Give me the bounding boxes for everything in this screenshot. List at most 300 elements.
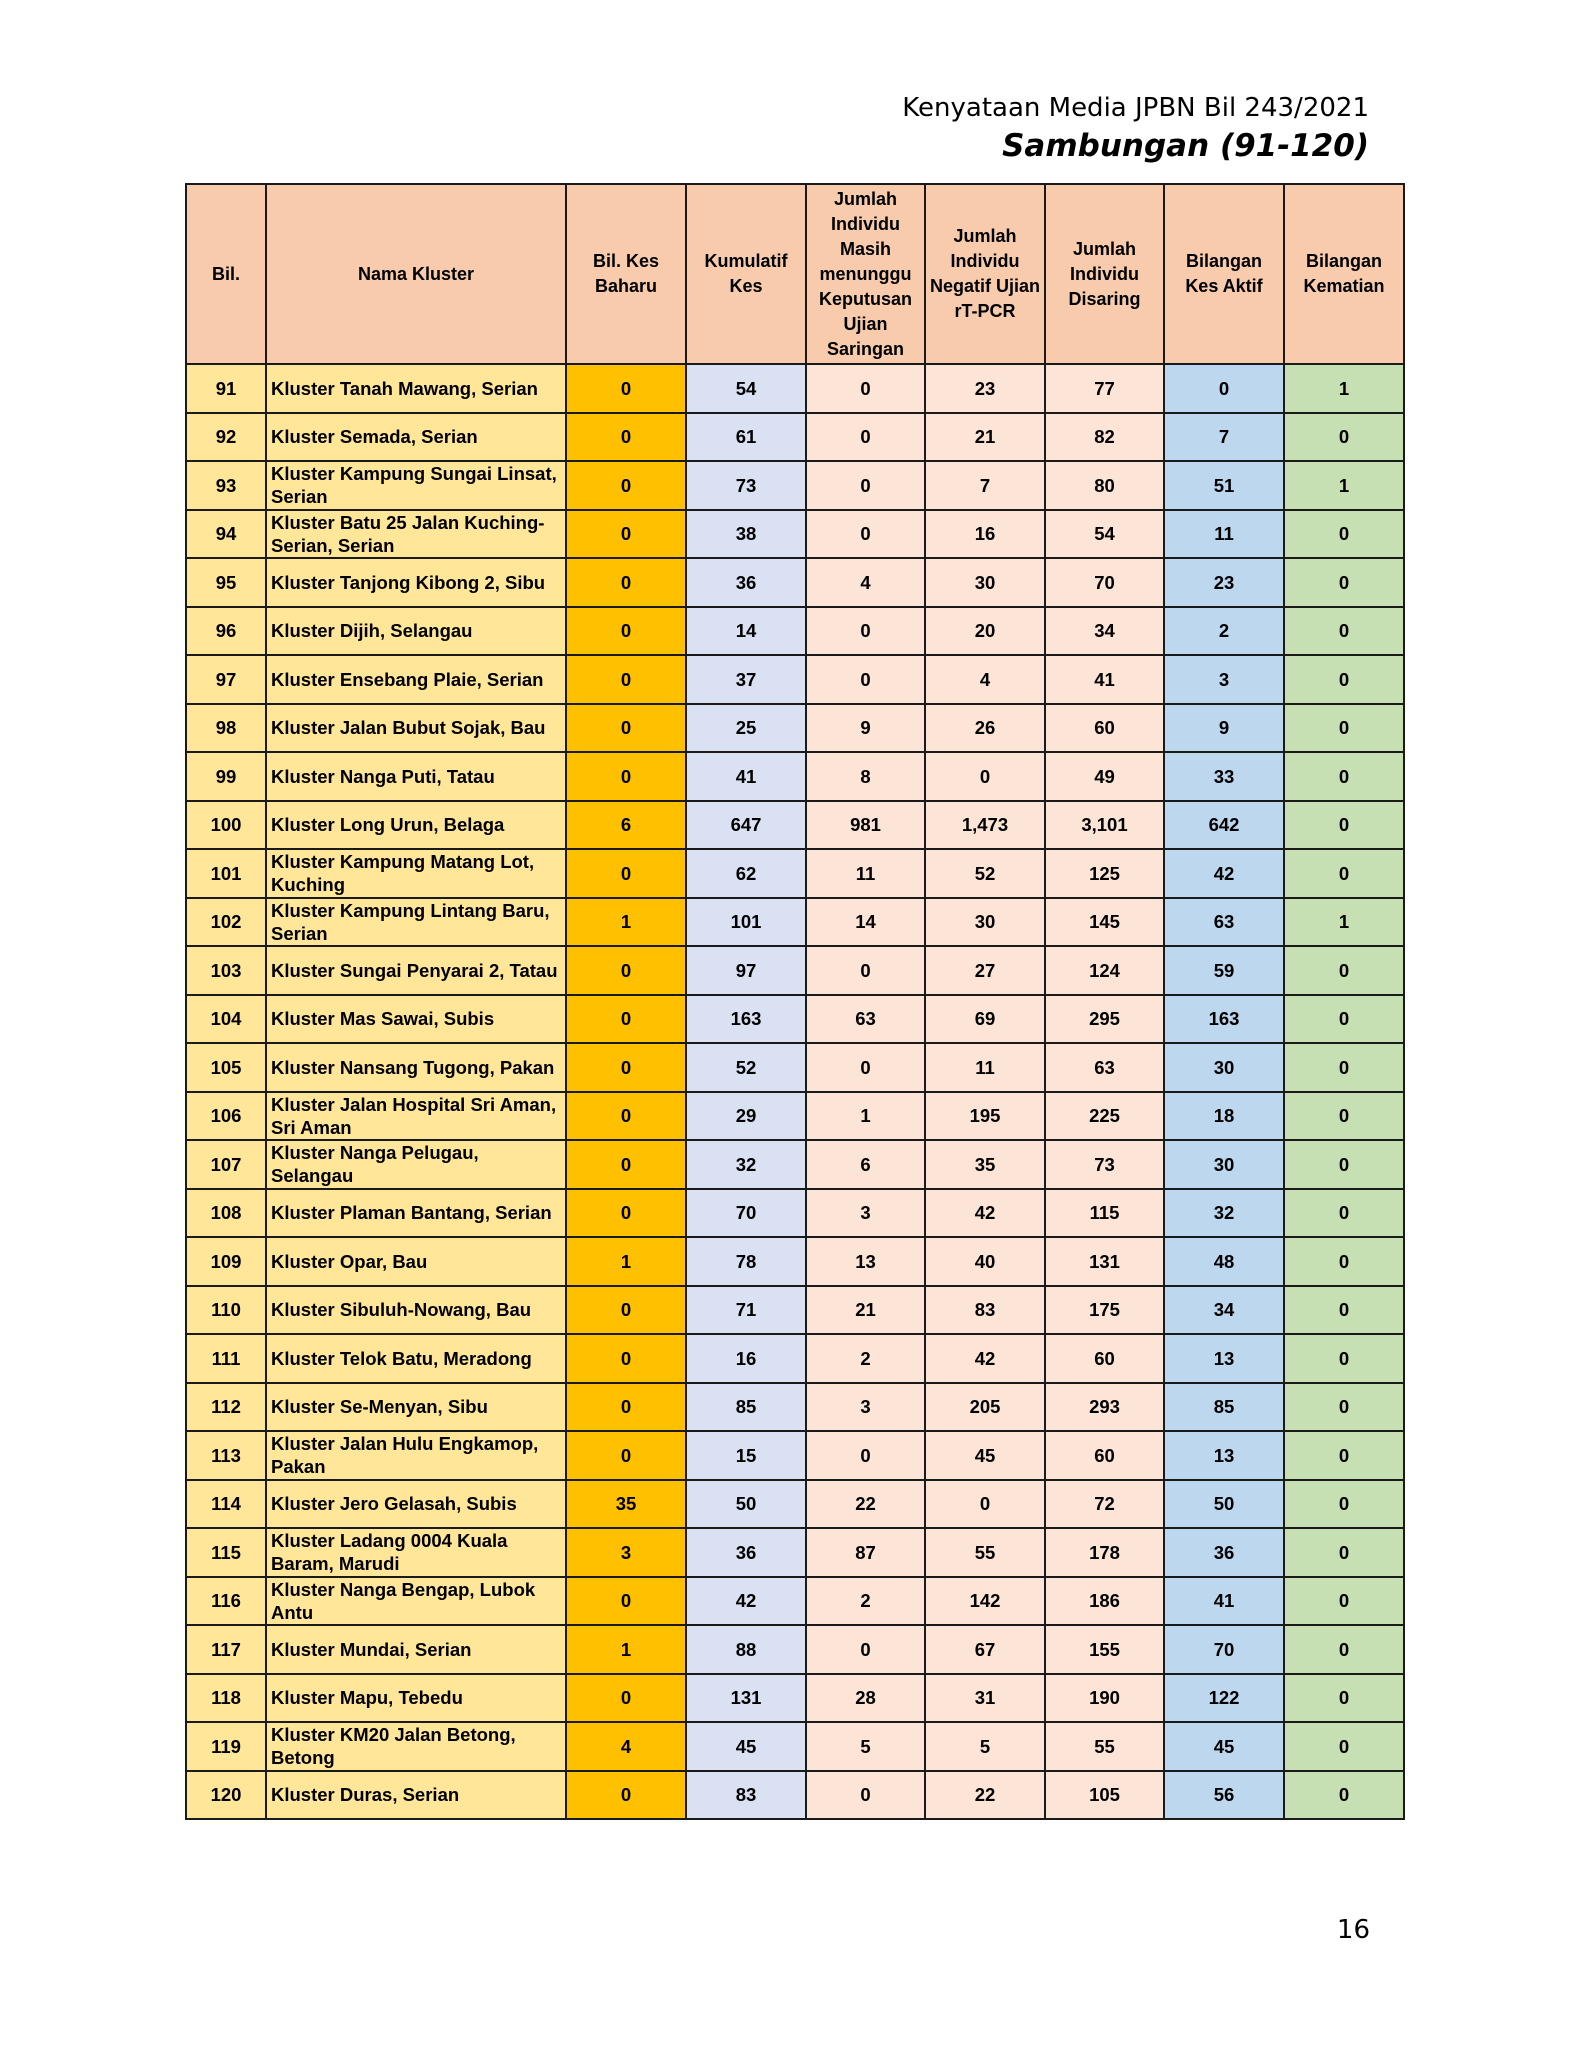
cell-nama-kluster: Kluster Mundai, Serian — [266, 1625, 566, 1674]
cell-menunggu: 22 — [806, 1480, 925, 1529]
cell-kes-baharu: 4 — [566, 1722, 686, 1771]
cell-disaring: 80 — [1045, 461, 1164, 510]
cell-nama-kluster: Kluster Se-Menyan, Sibu — [266, 1383, 566, 1432]
header-kes-aktif: Bilangan Kes Aktif — [1164, 184, 1284, 364]
cell-kes-baharu: 0 — [566, 1431, 686, 1480]
cell-menunggu: 0 — [806, 413, 925, 462]
cell-kumulatif: 163 — [686, 995, 806, 1044]
cell-menunggu: 5 — [806, 1722, 925, 1771]
table-row — [186, 801, 1404, 850]
cell-kematian: 0 — [1284, 1140, 1404, 1189]
cell-negatif: 31 — [925, 1674, 1045, 1723]
cell-kes-aktif: 30 — [1164, 1140, 1284, 1189]
table-row — [186, 1140, 1404, 1189]
cell-kes-aktif: 48 — [1164, 1237, 1284, 1286]
cell-menunggu: 0 — [806, 607, 925, 656]
cell-negatif: 55 — [925, 1528, 1045, 1577]
table-body — [186, 364, 1404, 1819]
cell-disaring: 295 — [1045, 995, 1164, 1044]
cell-kumulatif: 54 — [686, 364, 806, 413]
cell-kes-aktif: 41 — [1164, 1577, 1284, 1626]
cell-nama-kluster: Kluster Nanga Bengap, Lubok Antu — [266, 1577, 566, 1626]
cell-negatif: 1,473 — [925, 801, 1045, 850]
cell-kematian: 1 — [1284, 898, 1404, 947]
cell-bil: 117 — [186, 1625, 266, 1674]
cell-kes-baharu: 0 — [566, 1383, 686, 1432]
cell-nama-kluster: Kluster Sungai Penyarai 2, Tatau — [266, 946, 566, 995]
table-row — [186, 558, 1404, 607]
cell-disaring: 60 — [1045, 1334, 1164, 1383]
cell-bil: 104 — [186, 995, 266, 1044]
cell-menunggu: 21 — [806, 1286, 925, 1335]
cell-negatif: 42 — [925, 1334, 1045, 1383]
cell-bil: 112 — [186, 1383, 266, 1432]
cell-bil: 110 — [186, 1286, 266, 1335]
cell-kes-baharu: 0 — [566, 1577, 686, 1626]
cell-kes-aktif: 45 — [1164, 1722, 1284, 1771]
table-row — [186, 655, 1404, 704]
cell-nama-kluster: Kluster Kampung Matang Lot, Kuching — [266, 849, 566, 898]
cell-kematian: 0 — [1284, 704, 1404, 753]
cell-kes-aktif: 34 — [1164, 1286, 1284, 1335]
cell-kes-aktif: 13 — [1164, 1334, 1284, 1383]
cell-disaring: 73 — [1045, 1140, 1164, 1189]
cell-nama-kluster: Kluster Jero Gelasah, Subis — [266, 1480, 566, 1529]
cell-kes-aktif: 50 — [1164, 1480, 1284, 1529]
cell-kematian: 0 — [1284, 655, 1404, 704]
table-row — [186, 1674, 1404, 1723]
cell-kematian: 0 — [1284, 1480, 1404, 1529]
cell-kes-aktif: 0 — [1164, 364, 1284, 413]
cell-disaring: 60 — [1045, 704, 1164, 753]
cell-disaring: 63 — [1045, 1043, 1164, 1092]
cell-kematian: 0 — [1284, 1771, 1404, 1820]
cell-menunggu: 0 — [806, 364, 925, 413]
cell-kes-aktif: 2 — [1164, 607, 1284, 656]
table-row — [186, 1480, 1404, 1529]
table-row — [186, 1625, 1404, 1674]
cell-kes-aktif: 642 — [1164, 801, 1284, 850]
cell-negatif: 5 — [925, 1722, 1045, 1771]
cell-nama-kluster: Kluster Dijih, Selangau — [266, 607, 566, 656]
cell-kes-aktif: 23 — [1164, 558, 1284, 607]
cell-negatif: 42 — [925, 1189, 1045, 1238]
cell-kematian: 0 — [1284, 607, 1404, 656]
header-kematian: Bilangan Kematian — [1284, 184, 1404, 364]
cell-menunggu: 2 — [806, 1577, 925, 1626]
cell-kematian: 0 — [1284, 752, 1404, 801]
cell-bil: 97 — [186, 655, 266, 704]
header-nama-kluster: Nama Kluster — [266, 184, 566, 364]
cell-kematian: 0 — [1284, 801, 1404, 850]
cell-negatif: 21 — [925, 413, 1045, 462]
cell-kes-baharu: 35 — [566, 1480, 686, 1529]
cell-kematian: 0 — [1284, 1334, 1404, 1383]
header-disaring: Jumlah Individu Disaring — [1045, 184, 1164, 364]
cell-negatif: 20 — [925, 607, 1045, 656]
cell-menunggu: 4 — [806, 558, 925, 607]
cell-kes-baharu: 0 — [566, 510, 686, 559]
cell-kes-baharu: 0 — [566, 461, 686, 510]
cell-kematian: 0 — [1284, 1431, 1404, 1480]
cell-kes-aktif: 9 — [1164, 704, 1284, 753]
cell-kematian: 1 — [1284, 461, 1404, 510]
cell-negatif: 7 — [925, 461, 1045, 510]
cell-negatif: 23 — [925, 364, 1045, 413]
cell-disaring: 70 — [1045, 558, 1164, 607]
cell-bil: 101 — [186, 849, 266, 898]
cell-kematian: 0 — [1284, 558, 1404, 607]
table-row — [186, 1237, 1404, 1286]
cell-kumulatif: 62 — [686, 849, 806, 898]
cell-kes-baharu: 0 — [566, 364, 686, 413]
table-header — [186, 184, 1404, 364]
cell-kematian: 0 — [1284, 995, 1404, 1044]
cell-kes-aktif: 51 — [1164, 461, 1284, 510]
table-row — [186, 995, 1404, 1044]
cell-menunggu: 0 — [806, 1043, 925, 1092]
page-number: 16 — [1336, 1915, 1370, 1945]
cell-disaring: 293 — [1045, 1383, 1164, 1432]
cell-nama-kluster: Kluster Kampung Lintang Baru, Serian — [266, 898, 566, 947]
cell-disaring: 34 — [1045, 607, 1164, 656]
cell-kumulatif: 45 — [686, 1722, 806, 1771]
cell-kes-baharu: 0 — [566, 1043, 686, 1092]
cell-kes-baharu: 0 — [566, 1674, 686, 1723]
cell-negatif: 142 — [925, 1577, 1045, 1626]
cell-nama-kluster: Kluster Jalan Bubut Sojak, Bau — [266, 704, 566, 753]
cell-kes-aktif: 59 — [1164, 946, 1284, 995]
cell-kematian: 0 — [1284, 1674, 1404, 1723]
cell-nama-kluster: Kluster Nanga Puti, Tatau — [266, 752, 566, 801]
cell-kematian: 0 — [1284, 1722, 1404, 1771]
cell-kes-baharu: 0 — [566, 1092, 686, 1141]
table-row — [186, 1334, 1404, 1383]
cell-kes-aktif: 3 — [1164, 655, 1284, 704]
cell-kematian: 0 — [1284, 849, 1404, 898]
cell-kumulatif: 25 — [686, 704, 806, 753]
cell-kumulatif: 97 — [686, 946, 806, 995]
table-row — [186, 364, 1404, 413]
cell-menunggu: 0 — [806, 1771, 925, 1820]
cell-nama-kluster: Kluster Nansang Tugong, Pakan — [266, 1043, 566, 1092]
cell-bil: 115 — [186, 1528, 266, 1577]
table-row — [186, 704, 1404, 753]
cell-kes-baharu: 0 — [566, 704, 686, 753]
cell-menunggu: 87 — [806, 1528, 925, 1577]
cell-kumulatif: 42 — [686, 1577, 806, 1626]
cell-nama-kluster: Kluster Batu 25 Jalan Kuching-Serian, Serian — [266, 510, 566, 559]
cell-negatif: 11 — [925, 1043, 1045, 1092]
table-row — [186, 1528, 1404, 1577]
cell-bil: 100 — [186, 801, 266, 850]
cell-disaring: 124 — [1045, 946, 1164, 995]
cell-negatif: 0 — [925, 752, 1045, 801]
cell-kes-baharu: 0 — [566, 1334, 686, 1383]
cell-menunggu: 14 — [806, 898, 925, 947]
document-subtitle: Sambungan (91-120) — [1002, 128, 1369, 164]
table-row — [186, 849, 1404, 898]
cell-bil: 106 — [186, 1092, 266, 1141]
cell-nama-kluster: Kluster Ladang 0004 Kuala Baram, Marudi — [266, 1528, 566, 1577]
cell-menunggu: 0 — [806, 461, 925, 510]
cell-kematian: 1 — [1284, 364, 1404, 413]
cluster-table — [185, 183, 1405, 1820]
cell-kes-baharu: 0 — [566, 849, 686, 898]
cell-negatif: 22 — [925, 1771, 1045, 1820]
cell-kes-aktif: 122 — [1164, 1674, 1284, 1723]
cell-kes-baharu: 1 — [566, 1237, 686, 1286]
header-menunggu: Jumlah Individu Masih menunggu Keputusan Ujian Saringan — [806, 184, 925, 364]
cell-negatif: 52 — [925, 849, 1045, 898]
cell-kematian: 0 — [1284, 413, 1404, 462]
cell-kematian: 0 — [1284, 1625, 1404, 1674]
cell-disaring: 190 — [1045, 1674, 1164, 1723]
cell-kumulatif: 29 — [686, 1092, 806, 1141]
cell-bil: 116 — [186, 1577, 266, 1626]
cell-menunggu: 981 — [806, 801, 925, 850]
cell-nama-kluster: Kluster Long Urun, Belaga — [266, 801, 566, 850]
cell-disaring: 60 — [1045, 1431, 1164, 1480]
cell-kematian: 0 — [1284, 1189, 1404, 1238]
header-row — [186, 184, 1404, 364]
table-row — [186, 1431, 1404, 1480]
cell-nama-kluster: Kluster Jalan Hulu Engkamop, Pakan — [266, 1431, 566, 1480]
cell-bil: 114 — [186, 1480, 266, 1529]
cell-kumulatif: 52 — [686, 1043, 806, 1092]
cell-kumulatif: 38 — [686, 510, 806, 559]
table-row — [186, 1189, 1404, 1238]
table-row — [186, 1577, 1404, 1626]
cell-nama-kluster: Kluster Kampung Sungai Linsat, Serian — [266, 461, 566, 510]
cell-kumulatif: 71 — [686, 1286, 806, 1335]
cell-disaring: 54 — [1045, 510, 1164, 559]
cell-kes-baharu: 0 — [566, 558, 686, 607]
cell-kes-baharu: 0 — [566, 946, 686, 995]
cell-kumulatif: 36 — [686, 1528, 806, 1577]
cell-nama-kluster: Kluster Telok Batu, Meradong — [266, 1334, 566, 1383]
cell-bil: 118 — [186, 1674, 266, 1723]
cell-negatif: 195 — [925, 1092, 1045, 1141]
cell-bil: 102 — [186, 898, 266, 947]
cell-bil: 93 — [186, 461, 266, 510]
cell-bil: 120 — [186, 1771, 266, 1820]
cell-kumulatif: 14 — [686, 607, 806, 656]
cell-disaring: 55 — [1045, 1722, 1164, 1771]
cell-nama-kluster: Kluster Plaman Bantang, Serian — [266, 1189, 566, 1238]
cell-kumulatif: 37 — [686, 655, 806, 704]
cell-kematian: 0 — [1284, 946, 1404, 995]
cell-menunggu: 8 — [806, 752, 925, 801]
cell-bil: 94 — [186, 510, 266, 559]
cell-kumulatif: 78 — [686, 1237, 806, 1286]
cell-kes-aktif: 42 — [1164, 849, 1284, 898]
cell-kumulatif: 647 — [686, 801, 806, 850]
header-kes-baharu: Bil. Kes Baharu — [566, 184, 686, 364]
cell-kumulatif: 131 — [686, 1674, 806, 1723]
cell-kes-baharu: 0 — [566, 1189, 686, 1238]
cell-disaring: 3,101 — [1045, 801, 1164, 850]
cell-kes-baharu: 0 — [566, 1140, 686, 1189]
header-negatif: Jumlah Individu Negatif Ujian rT-PCR — [925, 184, 1045, 364]
cell-kes-aktif: 56 — [1164, 1771, 1284, 1820]
cell-kes-baharu: 0 — [566, 413, 686, 462]
cell-kumulatif: 32 — [686, 1140, 806, 1189]
cell-kes-aktif: 70 — [1164, 1625, 1284, 1674]
cell-disaring: 72 — [1045, 1480, 1164, 1529]
table-row — [186, 1043, 1404, 1092]
table-row — [186, 1722, 1404, 1771]
cell-menunggu: 63 — [806, 995, 925, 1044]
cell-kumulatif: 85 — [686, 1383, 806, 1432]
cell-kes-baharu: 0 — [566, 1771, 686, 1820]
cell-kes-aktif: 63 — [1164, 898, 1284, 947]
cell-kes-aktif: 18 — [1164, 1092, 1284, 1141]
cell-disaring: 41 — [1045, 655, 1164, 704]
cell-nama-kluster: Kluster Duras, Serian — [266, 1771, 566, 1820]
cell-kematian: 0 — [1284, 1092, 1404, 1141]
table-row — [186, 510, 1404, 559]
cell-kumulatif: 15 — [686, 1431, 806, 1480]
cell-kes-aktif: 32 — [1164, 1189, 1284, 1238]
cell-kes-baharu: 0 — [566, 1286, 686, 1335]
cell-disaring: 125 — [1045, 849, 1164, 898]
cell-menunggu: 11 — [806, 849, 925, 898]
cell-negatif: 0 — [925, 1480, 1045, 1529]
cell-kumulatif: 73 — [686, 461, 806, 510]
cell-bil: 95 — [186, 558, 266, 607]
cell-bil: 119 — [186, 1722, 266, 1771]
table-row — [186, 461, 1404, 510]
table-row — [186, 1771, 1404, 1820]
cell-nama-kluster: Kluster Ensebang Plaie, Serian — [266, 655, 566, 704]
cell-bil: 113 — [186, 1431, 266, 1480]
cell-nama-kluster: Kluster Opar, Bau — [266, 1237, 566, 1286]
cell-kes-baharu: 6 — [566, 801, 686, 850]
cell-nama-kluster: Kluster Jalan Hospital Sri Aman, Sri Aman — [266, 1092, 566, 1141]
cell-kes-aktif: 30 — [1164, 1043, 1284, 1092]
document-title: Kenyataan Media JPBN Bil 243/2021 — [902, 93, 1369, 123]
cell-nama-kluster: Kluster Mas Sawai, Subis — [266, 995, 566, 1044]
cell-disaring: 105 — [1045, 1771, 1164, 1820]
cell-kematian: 0 — [1284, 1528, 1404, 1577]
cell-disaring: 178 — [1045, 1528, 1164, 1577]
cell-nama-kluster: Kluster Semada, Serian — [266, 413, 566, 462]
cell-negatif: 30 — [925, 898, 1045, 947]
cell-bil: 98 — [186, 704, 266, 753]
cell-bil: 92 — [186, 413, 266, 462]
cell-kumulatif: 16 — [686, 1334, 806, 1383]
cell-negatif: 30 — [925, 558, 1045, 607]
cell-menunggu: 9 — [806, 704, 925, 753]
cell-negatif: 67 — [925, 1625, 1045, 1674]
cell-menunggu: 1 — [806, 1092, 925, 1141]
cell-kes-aktif: 7 — [1164, 413, 1284, 462]
cell-kes-baharu: 1 — [566, 898, 686, 947]
cell-kumulatif: 61 — [686, 413, 806, 462]
table-row — [186, 1286, 1404, 1335]
cell-bil: 105 — [186, 1043, 266, 1092]
cell-nama-kluster: Kluster Tanah Mawang, Serian — [266, 364, 566, 413]
cell-menunggu: 3 — [806, 1383, 925, 1432]
cell-menunggu: 13 — [806, 1237, 925, 1286]
cell-kumulatif: 70 — [686, 1189, 806, 1238]
cell-kes-baharu: 3 — [566, 1528, 686, 1577]
cell-nama-kluster: Kluster Nanga Pelugau, Selangau — [266, 1140, 566, 1189]
cell-bil: 107 — [186, 1140, 266, 1189]
table-row — [186, 413, 1404, 462]
cell-negatif: 26 — [925, 704, 1045, 753]
table-row — [186, 607, 1404, 656]
cell-kumulatif: 36 — [686, 558, 806, 607]
cell-kes-baharu: 0 — [566, 995, 686, 1044]
cell-kumulatif: 88 — [686, 1625, 806, 1674]
cell-kematian: 0 — [1284, 1237, 1404, 1286]
cell-kematian: 0 — [1284, 1286, 1404, 1335]
cell-kumulatif: 101 — [686, 898, 806, 947]
cell-kematian: 0 — [1284, 1577, 1404, 1626]
cell-menunggu: 0 — [806, 1431, 925, 1480]
cell-negatif: 16 — [925, 510, 1045, 559]
cell-negatif: 4 — [925, 655, 1045, 704]
cell-kumulatif: 41 — [686, 752, 806, 801]
cell-disaring: 49 — [1045, 752, 1164, 801]
cell-disaring: 225 — [1045, 1092, 1164, 1141]
cell-nama-kluster: Kluster Tanjong Kibong 2, Sibu — [266, 558, 566, 607]
table-row — [186, 898, 1404, 947]
cell-kematian: 0 — [1284, 510, 1404, 559]
cell-bil: 96 — [186, 607, 266, 656]
cell-kes-baharu: 0 — [566, 752, 686, 801]
cell-disaring: 155 — [1045, 1625, 1164, 1674]
cell-kematian: 0 — [1284, 1043, 1404, 1092]
cell-menunggu: 28 — [806, 1674, 925, 1723]
cell-kes-aktif: 85 — [1164, 1383, 1284, 1432]
cell-bil: 103 — [186, 946, 266, 995]
cell-kes-aktif: 36 — [1164, 1528, 1284, 1577]
cell-nama-kluster: Kluster KM20 Jalan Betong, Betong — [266, 1722, 566, 1771]
table-row — [186, 1092, 1404, 1141]
cell-negatif: 40 — [925, 1237, 1045, 1286]
cell-bil: 99 — [186, 752, 266, 801]
cell-kes-baharu: 0 — [566, 655, 686, 704]
cell-negatif: 205 — [925, 1383, 1045, 1432]
cell-kes-aktif: 163 — [1164, 995, 1284, 1044]
cell-disaring: 175 — [1045, 1286, 1164, 1335]
cell-disaring: 82 — [1045, 413, 1164, 462]
cell-menunggu: 0 — [806, 655, 925, 704]
cell-nama-kluster: Kluster Mapu, Tebedu — [266, 1674, 566, 1723]
cell-menunggu: 2 — [806, 1334, 925, 1383]
cell-kumulatif: 83 — [686, 1771, 806, 1820]
header-bil: Bil. — [186, 184, 266, 364]
cell-kes-aktif: 13 — [1164, 1431, 1284, 1480]
cell-menunggu: 0 — [806, 1625, 925, 1674]
cell-negatif: 45 — [925, 1431, 1045, 1480]
cell-bil: 91 — [186, 364, 266, 413]
cell-negatif: 27 — [925, 946, 1045, 995]
cell-menunggu: 0 — [806, 510, 925, 559]
table-row — [186, 946, 1404, 995]
table-row — [186, 1383, 1404, 1432]
cell-bil: 108 — [186, 1189, 266, 1238]
cell-negatif: 69 — [925, 995, 1045, 1044]
cell-kes-aktif: 11 — [1164, 510, 1284, 559]
cell-disaring: 131 — [1045, 1237, 1164, 1286]
cell-bil: 111 — [186, 1334, 266, 1383]
cell-disaring: 145 — [1045, 898, 1164, 947]
cell-nama-kluster: Kluster Sibuluh-Nowang, Bau — [266, 1286, 566, 1335]
